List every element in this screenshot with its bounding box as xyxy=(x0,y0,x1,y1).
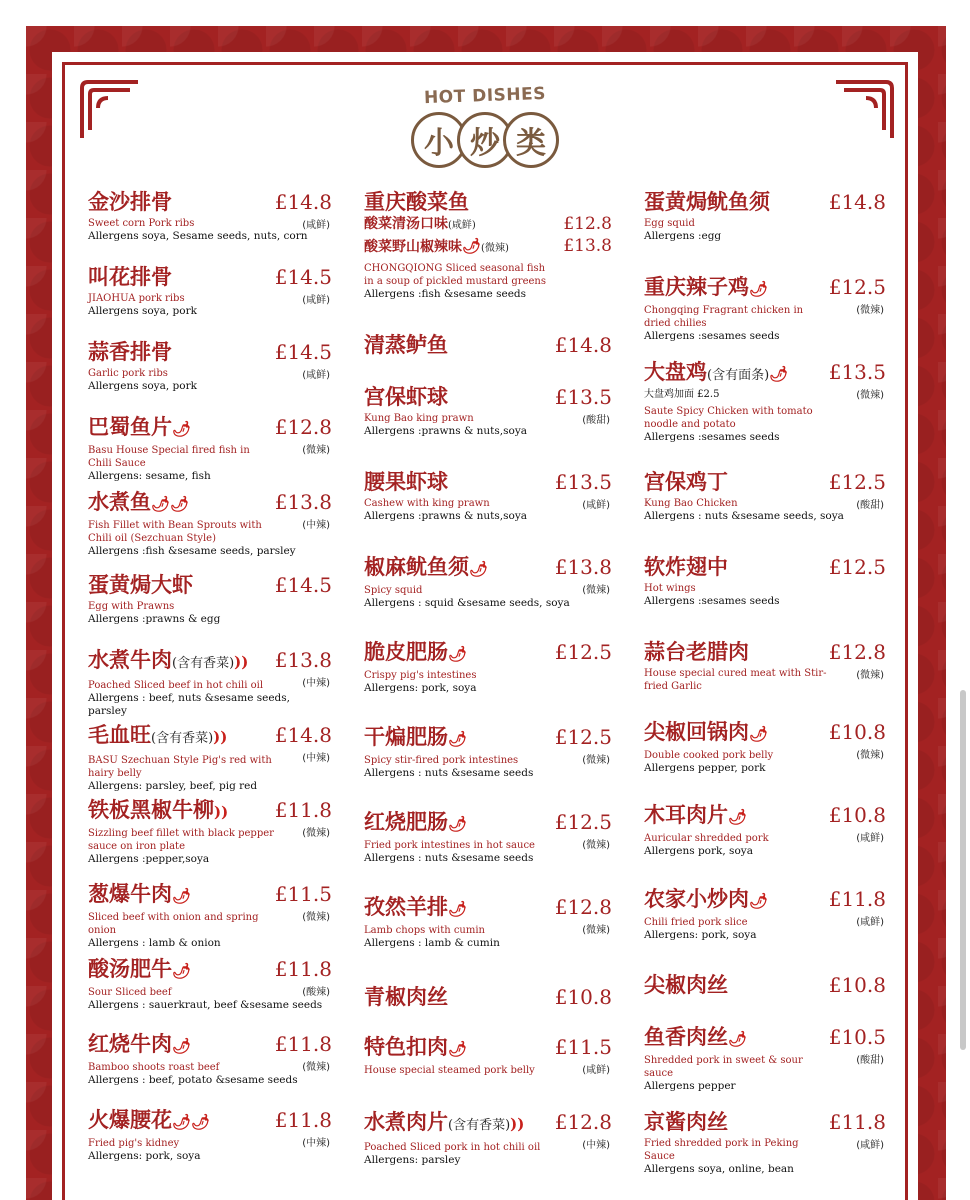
taste-label: (中辣) xyxy=(582,1140,610,1151)
taste-label: (酸甜) xyxy=(856,500,884,511)
dish-english-name: Spicy squid xyxy=(364,585,423,596)
menu-item xyxy=(644,1110,886,1176)
taste-label: (酸辣) xyxy=(302,987,330,998)
menu-item xyxy=(644,1025,886,1093)
dish-allergens: Allergens: pork, soya xyxy=(364,682,477,694)
dish-addon: 大盘鸡加面 £2.5 xyxy=(644,389,720,400)
dish-english-name: Fried pig's kidney xyxy=(88,1138,180,1149)
chili-icon: )) xyxy=(510,1115,525,1133)
dish-price: £13.8 xyxy=(274,490,332,514)
chili-icon: 🌶 xyxy=(448,730,468,748)
menu-item xyxy=(644,190,886,243)
variant-name: 酸菜野山椒辣味 xyxy=(364,239,462,255)
menu-item xyxy=(88,190,332,243)
menu-item xyxy=(644,887,886,942)
dish-price: £10.8 xyxy=(828,803,886,827)
dish-price: £14.8 xyxy=(274,190,332,214)
dish-english-name: Sizzling beef fillet with black pepper sauce on iron plate xyxy=(88,828,274,852)
dish-price: £13.5 xyxy=(828,360,886,384)
dish-name-text: 椒麻鱿鱼须 xyxy=(364,554,469,579)
taste-label: (微辣) xyxy=(302,828,330,839)
dish-english-name: Poached Sliced beef in hot chili oil xyxy=(88,680,264,691)
dish-price: £11.5 xyxy=(554,1035,612,1059)
menu-item xyxy=(644,275,886,343)
dish-english-name: Kung Bao Chicken xyxy=(644,498,738,509)
dish-price: £11.8 xyxy=(274,1032,332,1056)
taste-label: (酸甜) xyxy=(856,1055,884,1066)
menu-title xyxy=(0,83,970,168)
dish-price: £12.8 xyxy=(828,640,886,664)
taste-label: (中辣) xyxy=(302,678,330,689)
taste-label: (微辣) xyxy=(582,840,610,851)
dish-price: £14.5 xyxy=(274,340,332,364)
dish-allergens: Allergens pepper xyxy=(644,1080,736,1092)
menu-item xyxy=(364,333,612,357)
taste-label: (微辣) xyxy=(481,243,509,254)
dish-allergens: Allergens : beef, potato &sesame seeds xyxy=(88,1074,298,1086)
dish-name-text: 尖椒回锅肉 xyxy=(644,719,749,744)
dish-price: £10.8 xyxy=(828,720,886,744)
menu-item xyxy=(88,957,332,1012)
dish-allergens: Allergens: sesame, fish xyxy=(88,470,211,482)
chili-icon: 🌶 xyxy=(749,280,769,298)
menu-item xyxy=(88,340,332,393)
dish-allergens: Allergens : nuts &sesame seeds xyxy=(364,852,534,864)
dish-price: £12.8 xyxy=(274,415,332,439)
dish-allergens: Allergens pepper, pork xyxy=(644,762,766,774)
taste-label: (咸鲜) xyxy=(448,220,476,231)
dish-name-text: 葱爆牛肉 xyxy=(88,881,172,906)
dish-name-text: 重庆辣子鸡 xyxy=(644,274,749,299)
dish-allergens: Allergens : lamb & onion xyxy=(88,937,221,949)
dish-english-name: Sour Sliced beef xyxy=(88,987,172,998)
dish-name-text: 腰果虾球 xyxy=(364,469,448,494)
dish-name-text: 铁板黑椒牛柳 xyxy=(88,797,214,822)
menu-item xyxy=(364,385,612,438)
dish-price: £13.8 xyxy=(274,648,332,672)
dish-name-text: 水煮肉片 xyxy=(364,1109,448,1134)
dish-allergens: Allergens :sesames seeds xyxy=(644,330,780,342)
chili-icon: 🌶 xyxy=(462,237,482,255)
dish-english-name: Kung Bao king prawn xyxy=(364,413,474,424)
dish-allergens: Allergens : nuts &sesame seeds, soya xyxy=(644,510,844,522)
taste-label: (咸鲜) xyxy=(582,1065,610,1076)
chili-icon: 🌶 xyxy=(769,365,789,383)
dish-english-name: Saute Spicy Chicken with tomato noodle and potato xyxy=(644,406,813,430)
dish-allergens: Allergens soya, pork xyxy=(88,305,197,317)
dish-name-text: 金沙排骨 xyxy=(88,189,172,214)
dish-variant xyxy=(364,236,612,259)
dish-allergens: Allergens :egg xyxy=(644,230,722,242)
dish-price: £12.5 xyxy=(828,470,886,494)
dish-name-text: 干煸肥肠 xyxy=(364,724,448,749)
dish-name-text: 蛋黄焗大虾 xyxy=(88,572,193,597)
dish-price: £12.5 xyxy=(554,640,612,664)
dish-name-text: 叫花排骨 xyxy=(88,264,172,289)
dish-allergens: Allergens pork, soya xyxy=(644,845,753,857)
taste-label: (咸鲜) xyxy=(302,295,330,306)
taste-label: (微辣) xyxy=(856,390,884,401)
dish-allergens: Allergens soya, Sesame seeds, nuts, corn xyxy=(88,230,308,242)
dish-price: £13.5 xyxy=(554,470,612,494)
menu-item xyxy=(644,720,886,775)
dish-name-text: 蛋黄焗鱿鱼须 xyxy=(644,189,770,214)
dish-name-text: 特色扣肉 xyxy=(364,1034,448,1059)
menu-item xyxy=(644,470,886,523)
dish-allergens: Allergens: parsley, beef, pig red xyxy=(88,780,258,792)
chili-icon: 🌶 xyxy=(749,892,769,910)
title-char-circle: 小 xyxy=(411,112,467,168)
dish-english-name: JIAOHUA pork ribs xyxy=(88,293,185,304)
dish-english-name: Bamboo shoots roast beef xyxy=(88,1062,220,1073)
section-title-circles xyxy=(0,112,970,168)
dish-price: £14.8 xyxy=(828,190,886,214)
dish-allergens: Allergens : beef, nuts &sesame seeds, parsley xyxy=(88,692,291,717)
dish-name-text: 红烧牛肉 xyxy=(88,1031,172,1056)
dish-note: (含有面条) xyxy=(707,368,770,383)
menu-item xyxy=(364,555,612,610)
chili-icon: 🌶🌶 xyxy=(172,1113,211,1131)
dish-name-text: 尖椒肉丝 xyxy=(644,972,728,997)
dish-english-name: Auricular shredded pork xyxy=(644,833,769,844)
dish-allergens: Allergens : lamb & cumin xyxy=(364,937,500,949)
taste-label: (微辣) xyxy=(582,585,610,596)
dish-name-text: 软炸翅中 xyxy=(644,554,728,579)
taste-label: (微辣) xyxy=(582,755,610,766)
dish-note: (含有香菜) xyxy=(151,731,214,746)
dish-price: £11.5 xyxy=(274,882,332,906)
dish-name-text: 鱼香肉丝 xyxy=(644,1024,728,1049)
chili-icon: 🌶 xyxy=(728,808,748,826)
dish-allergens: Allergens soya, pork xyxy=(88,380,197,392)
chili-icon: 🌶 xyxy=(448,1040,468,1058)
dish-price: £12.5 xyxy=(828,555,886,579)
dish-price: £12.8 xyxy=(554,1110,612,1134)
dish-english-name: Garlic pork ribs xyxy=(88,368,168,379)
menu-item xyxy=(644,555,886,608)
dish-price: £14.5 xyxy=(274,573,332,597)
dish-allergens: Allergens : nuts &sesame seeds xyxy=(364,767,534,779)
taste-label: (咸鲜) xyxy=(856,833,884,844)
variant-price: £13.8 xyxy=(563,236,612,256)
dish-allergens: Allergens :prawns & egg xyxy=(88,613,221,625)
taste-label: (咸鲜) xyxy=(856,1140,884,1151)
dish-english-name: Poached Sliced pork in hot chili oil xyxy=(364,1142,541,1153)
dish-name-text: 重庆酸菜鱼 xyxy=(364,189,469,214)
menu-item xyxy=(88,1108,332,1163)
dish-english-name: Shredded pork in sweet & sour sauce xyxy=(644,1055,803,1079)
taste-label: (微辣) xyxy=(582,925,610,936)
dish-name-text: 农家小炒肉 xyxy=(644,886,749,911)
menu-item xyxy=(364,985,612,1009)
chili-icon: )) xyxy=(213,728,228,746)
taste-label: (微辣) xyxy=(302,445,330,456)
taste-label: (微辣) xyxy=(302,912,330,923)
dish-price: £14.5 xyxy=(274,265,332,289)
dish-price: £11.8 xyxy=(274,957,332,981)
dish-allergens: Allergens: parsley xyxy=(364,1154,461,1166)
chili-icon: 🌶 xyxy=(172,1037,192,1055)
dish-name-text: 脆皮肥肠 xyxy=(364,639,448,664)
dish-allergens: Allergens :sesames seeds xyxy=(644,431,780,443)
dish-price: £12.5 xyxy=(554,810,612,834)
chili-icon: 🌶 xyxy=(172,887,192,905)
taste-label: (咸鲜) xyxy=(856,917,884,928)
dish-name-text: 红烧肥肠 xyxy=(364,809,448,834)
dish-english-name: Hot wings xyxy=(644,583,696,594)
taste-label: (中辣) xyxy=(302,1138,330,1149)
chili-icon: )) xyxy=(234,653,249,671)
title-char-circle: 类 xyxy=(503,112,559,168)
dish-english-name: Chongqing Fragrant chicken in dried chilies xyxy=(644,305,804,329)
menu-item xyxy=(364,1035,612,1077)
menu-item xyxy=(88,573,332,626)
menu-item xyxy=(364,470,612,523)
menu-item xyxy=(644,973,886,997)
chili-icon: 🌶 xyxy=(448,645,468,663)
dish-name-text: 木耳肉片 xyxy=(644,802,728,827)
menu-item xyxy=(88,723,332,793)
dish-note: (含有香菜) xyxy=(448,1118,511,1133)
dish-price: £11.8 xyxy=(828,1110,886,1134)
dish-name-text: 孜然羊排 xyxy=(364,894,448,919)
menu-item xyxy=(88,798,332,866)
menu-item xyxy=(88,1032,332,1087)
dish-english-name: House special cured meat with Stir-fried Garlic xyxy=(644,668,827,692)
menu-item xyxy=(644,803,886,858)
taste-label: (中辣) xyxy=(302,753,330,764)
dish-english-name: Cashew with king prawn xyxy=(364,498,490,509)
dish-name-text: 宫保鸡丁 xyxy=(644,469,728,494)
dish-variant xyxy=(364,214,612,236)
variant-price: £12.8 xyxy=(563,214,612,234)
chili-icon: 🌶 xyxy=(469,560,489,578)
dish-english-name: Basu House Special fired fish in Chili Sauce xyxy=(88,445,250,469)
menu-item xyxy=(88,490,332,558)
dish-allergens: Allergens :sesames seeds xyxy=(644,595,780,607)
taste-label: (微辣) xyxy=(856,670,884,681)
taste-label: (咸鲜) xyxy=(302,370,330,381)
taste-label: (酸甜) xyxy=(582,415,610,426)
dish-english-name: Lamb chops with cumin xyxy=(364,925,485,936)
dish-allergens: Allergens :prawns & nuts,soya xyxy=(364,510,528,522)
dish-name-text: 水煮鱼 xyxy=(88,489,151,514)
scrollbar[interactable] xyxy=(960,690,966,1050)
dish-english-name: Spicy stir-fired pork intestines xyxy=(364,755,519,766)
chili-icon: 🌶 xyxy=(172,420,192,438)
menu-item xyxy=(364,810,612,865)
menu-item xyxy=(364,725,612,780)
menu-item xyxy=(644,360,886,444)
dish-allergens: Allergens :fish &sesame seeds, parsley xyxy=(88,545,296,557)
dish-price: £11.8 xyxy=(274,798,332,822)
chili-icon: 🌶 xyxy=(448,900,468,918)
dish-allergens: Allergens soya, online, bean xyxy=(644,1163,794,1175)
menu-item xyxy=(364,1110,612,1167)
dish-price: £14.8 xyxy=(274,723,332,747)
dish-allergens: Allergens: pork, soya xyxy=(644,929,757,941)
chili-icon: )) xyxy=(214,803,229,821)
dish-allergens: Allergens :pepper,soya xyxy=(88,853,210,865)
dish-name-text: 大盘鸡 xyxy=(644,359,707,384)
dish-english-name: CHONGQIONG Sliced seasonal fish in a soup of pickled mustard greens xyxy=(364,263,546,287)
chili-icon: 🌶 xyxy=(448,815,468,833)
dish-name-text: 京酱肉丝 xyxy=(644,1109,728,1134)
menu-item xyxy=(644,640,886,693)
taste-label: (微辣) xyxy=(856,305,884,316)
dish-price: £12.8 xyxy=(554,895,612,919)
dish-name-text: 毛血旺 xyxy=(88,722,151,747)
dish-price: £13.8 xyxy=(554,555,612,579)
dish-english-name: Chili fried pork slice xyxy=(644,917,748,928)
dish-price: £10.8 xyxy=(828,973,886,997)
dish-name-text: 青椒肉丝 xyxy=(364,984,448,1009)
menu-item xyxy=(364,640,612,695)
dish-price: £10.8 xyxy=(554,985,612,1009)
dish-note: (含有香菜) xyxy=(172,656,235,671)
dish-allergens: Allergens :fish &sesame seeds xyxy=(364,288,527,300)
chili-icon: 🌶 xyxy=(728,1030,748,1048)
dish-english-name: Double cooked pork belly xyxy=(644,750,774,761)
dish-english-name: Fish Fillet with Bean Sprouts with Chili oil (Sezchuan Style) xyxy=(88,520,262,544)
section-subtitle: HOT DISHES xyxy=(423,83,547,109)
dish-price: £14.8 xyxy=(554,333,612,357)
dish-name-text: 酸汤肥牛 xyxy=(88,956,172,981)
dish-allergens: Allergens :prawns & nuts,soya xyxy=(364,425,528,437)
dish-name-text: 火爆腰花 xyxy=(88,1107,172,1132)
taste-label: (中辣) xyxy=(302,520,330,531)
dish-english-name: Egg with Prawns xyxy=(88,601,175,612)
dish-price: £12.5 xyxy=(554,725,612,749)
menu-item xyxy=(364,190,612,301)
dish-price: £13.5 xyxy=(554,385,612,409)
taste-label: (咸鲜) xyxy=(582,500,610,511)
dish-english-name: Egg squid xyxy=(644,218,695,229)
chili-icon: 🌶 xyxy=(749,725,769,743)
dish-price: £12.5 xyxy=(828,275,886,299)
dish-english-name: House special steamed pork belly xyxy=(364,1065,535,1076)
dish-english-name: Fried pork intestines in hot sauce xyxy=(364,840,535,851)
menu-item xyxy=(88,415,332,483)
dish-price: £10.5 xyxy=(828,1025,886,1049)
menu-item xyxy=(364,895,612,950)
taste-label: (咸鲜) xyxy=(302,220,330,231)
dish-name-text: 蒜台老腊肉 xyxy=(644,639,749,664)
dish-english-name: BASU Szechuan Style Pig's red with hairy belly xyxy=(88,755,272,779)
variant-name: 酸菜清汤口味 xyxy=(364,216,448,232)
dish-name-text: 清蒸鲈鱼 xyxy=(364,332,448,357)
title-char-circle: 炒 xyxy=(457,112,513,168)
dish-english-name: Crispy pig's intestines xyxy=(364,670,477,681)
dish-english-name: Sweet corn Pork ribs xyxy=(88,218,195,229)
dish-allergens: Allergens: pork, soya xyxy=(88,1150,201,1162)
menu-item xyxy=(88,648,332,718)
menu-item xyxy=(88,882,332,950)
dish-english-name: Fried shredded pork in Peking Sauce xyxy=(644,1138,799,1162)
menu-item xyxy=(88,265,332,318)
dish-english-name: Sliced beef with onion and spring onion xyxy=(88,912,259,936)
dish-allergens: Allergens : sauerkraut, beef &sesame seeds xyxy=(88,999,323,1011)
dish-name-text: 宫保虾球 xyxy=(364,384,448,409)
taste-label: (微辣) xyxy=(856,750,884,761)
dish-allergens: Allergens : squid &sesame seeds, soya xyxy=(364,597,570,609)
chili-icon: 🌶🌶 xyxy=(151,495,190,513)
dish-name-text: 蒜香排骨 xyxy=(88,339,172,364)
dish-price: £11.8 xyxy=(828,887,886,911)
dish-name-text: 巴蜀鱼片 xyxy=(88,414,172,439)
taste-label: (微辣) xyxy=(302,1062,330,1073)
dish-name-text: 水煮牛肉 xyxy=(88,647,172,672)
chili-icon: 🌶 xyxy=(172,962,192,980)
dish-chinese-name xyxy=(364,190,612,214)
dish-price: £11.8 xyxy=(274,1108,332,1132)
